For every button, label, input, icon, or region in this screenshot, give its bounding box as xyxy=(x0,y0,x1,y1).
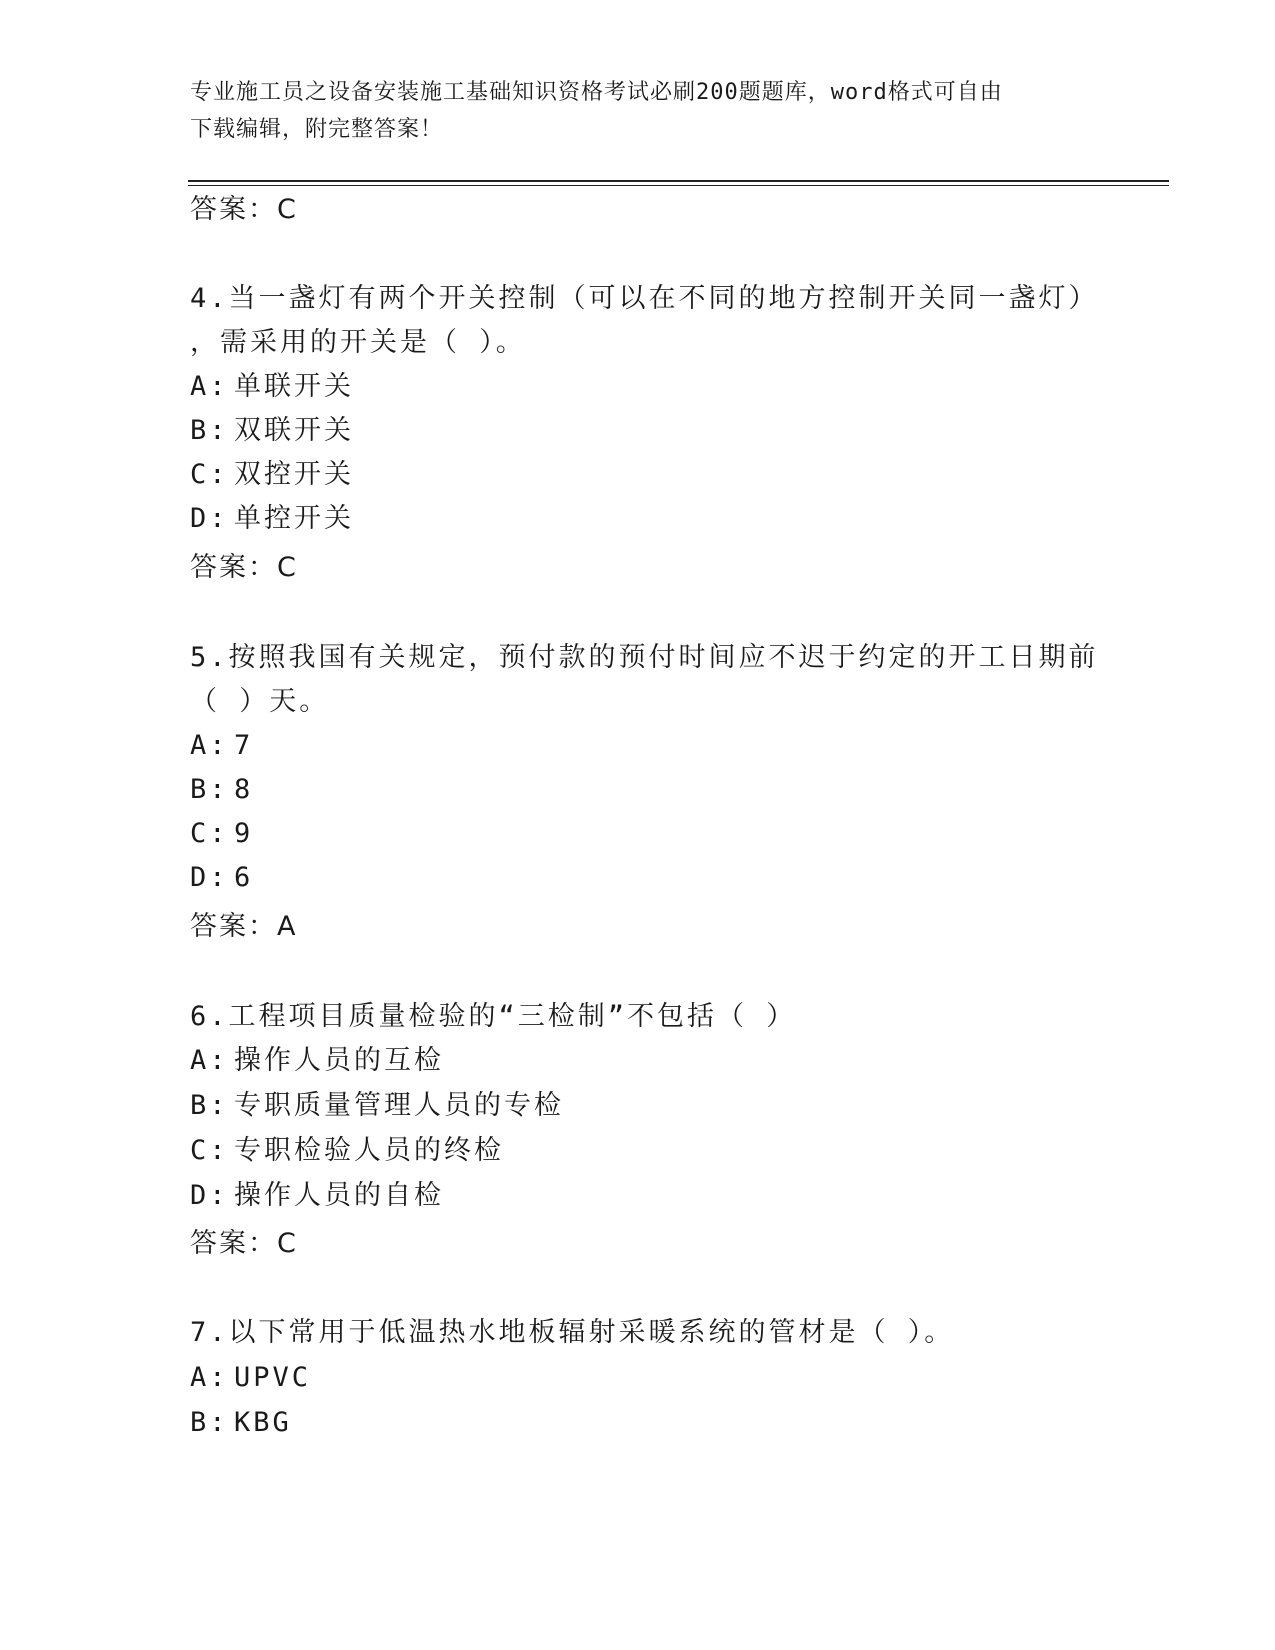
option-label: C: xyxy=(190,818,229,849)
question-6-option-a xyxy=(190,1045,444,1077)
question-4-stem-line-2: ，需采用的开关是（ ）。 xyxy=(190,327,526,358)
option-text: 操作人员的自检 xyxy=(234,1180,444,1211)
document-header xyxy=(190,74,1090,148)
option-text: 双控开关 xyxy=(234,459,354,490)
question-5-option-c xyxy=(190,818,253,850)
option-label: B: xyxy=(190,415,229,446)
question-5-stem-line-1: 5.按照我国有关规定，预付款的预付时间应不迟于约定的开工日期前 xyxy=(190,642,1099,673)
option-text: 9 xyxy=(234,818,254,849)
option-text: 专职检验人员的终检 xyxy=(234,1135,504,1166)
question-4-answer: 答案：C xyxy=(190,552,298,583)
question-7-option-b xyxy=(190,1407,292,1439)
question-4-stem-line-1: 4.当一盏灯有两个开关控制（可以在不同的地方控制开关同一盏灯） xyxy=(190,283,1099,314)
header-line-2: 下载编辑，附完整答案！ xyxy=(190,117,444,142)
option-label: C: xyxy=(190,459,229,490)
question-6-answer: 答案：C xyxy=(190,1228,298,1259)
question-6-option-d xyxy=(190,1180,444,1212)
option-text: 专职质量管理人员的专检 xyxy=(234,1090,564,1121)
option-label: B: xyxy=(190,1090,229,1121)
option-label: A: xyxy=(190,1362,229,1393)
option-text: 双联开关 xyxy=(234,415,354,446)
header-divider-thick xyxy=(188,180,1169,182)
option-text: 7 xyxy=(234,730,254,761)
option-text: 操作人员的互检 xyxy=(234,1045,444,1076)
option-text: 单联开关 xyxy=(234,371,354,402)
header-divider-thin xyxy=(188,185,1169,186)
question-7-option-a xyxy=(190,1362,311,1394)
question-6-stem-line-1: 6.工程项目质量检验的“三检制”不包括（ ） xyxy=(190,1001,797,1032)
option-text: 6 xyxy=(234,862,254,893)
question-6-option-c xyxy=(190,1135,504,1167)
question-4-option-d xyxy=(190,503,354,535)
option-label: A: xyxy=(190,371,229,402)
question-5-option-b xyxy=(190,774,253,806)
header-line-1: 专业施工员之设备安装施工基础知识资格考试必刷200题题库，word格式可自由 xyxy=(190,80,1003,105)
question-5-option-d xyxy=(190,862,253,894)
question-6-option-b xyxy=(190,1090,564,1122)
question-5-option-a xyxy=(190,730,253,762)
option-label: C: xyxy=(190,1135,229,1166)
question-5-answer: 答案：A xyxy=(190,911,298,942)
answer-prev: 答案：C xyxy=(190,194,298,225)
option-text: 8 xyxy=(234,774,254,805)
option-label: A: xyxy=(190,730,229,761)
question-4-option-a xyxy=(190,371,354,403)
option-label: A: xyxy=(190,1045,229,1076)
question-4-option-c xyxy=(190,459,354,491)
option-text: 单控开关 xyxy=(234,503,354,534)
question-7-stem-line-1: 7.以下常用于低温热水地板辐射采暖系统的管材是（ ）。 xyxy=(190,1317,955,1348)
option-text: KBG xyxy=(234,1407,292,1438)
option-label: B: xyxy=(190,1407,229,1438)
question-4-option-b xyxy=(190,415,354,447)
option-label: D: xyxy=(190,503,229,534)
option-label: D: xyxy=(190,862,229,893)
option-label: B: xyxy=(190,774,229,805)
question-5-stem-line-2: （ ）天。 xyxy=(190,686,330,717)
option-text: UPVC xyxy=(234,1362,312,1393)
option-label: D: xyxy=(190,1180,229,1211)
